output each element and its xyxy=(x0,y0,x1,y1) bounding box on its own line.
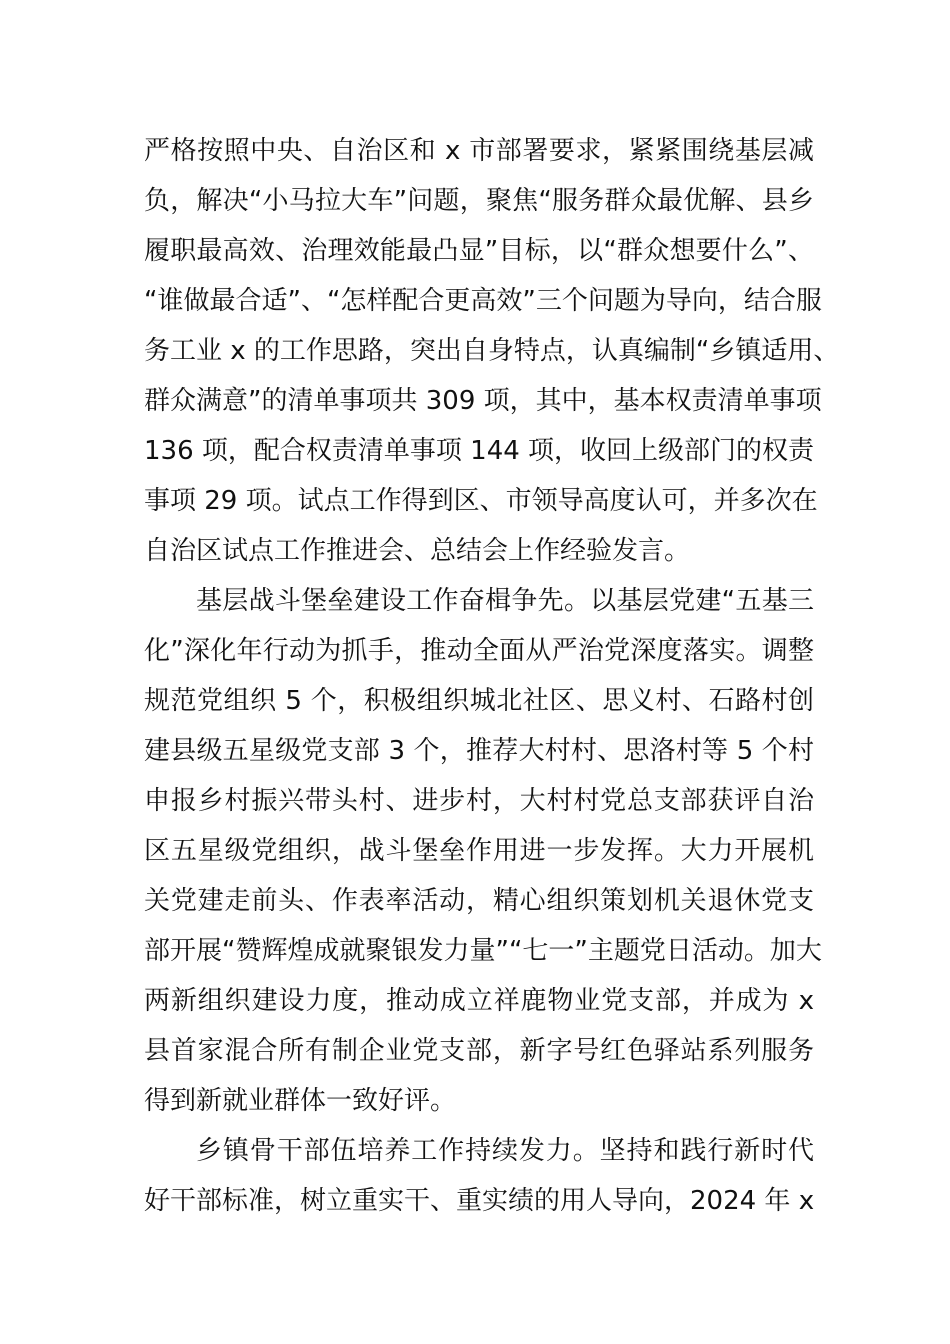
paragraph-1-line-2: 负，解决“小马拉大车”问题，聚焦“服务群众最优解、县乡 xyxy=(144,186,814,216)
paragraph-2-line-6: 区五星级党组织，战斗堡垒作用进一步发挥。大力开展机 xyxy=(144,836,814,866)
paragraph-2-line-3: 规范党组织 5 个，积极组织城北社区、思义村、石路村创 xyxy=(144,686,814,716)
paragraph-1-line-3: 履职最高效、治理效能最凸显”目标，以“群众想要什么”、 xyxy=(144,236,814,266)
paragraph-1-line-1: 严格按照中央、自治区和 x 市部署要求，紧紧围绕基层减 xyxy=(144,136,814,166)
paragraph-2-line-4: 建县级五星级党支部 3 个，推荐大村村、思洛村等 5 个村 xyxy=(144,736,814,766)
document-body xyxy=(144,126,840,1226)
paragraph-2-line-1: 基层战斗堡垒建设工作奋楫争先。以基层党建“五基三 xyxy=(196,586,814,616)
paragraph-2-line-10: 县首家混合所有制企业党支部，新字号红色驿站系列服务 xyxy=(144,1036,814,1066)
paragraph-2-line-5: 申报乡村振兴带头村、进步村，大村村党总支部获评自治 xyxy=(144,786,814,816)
paragraph-1-line-8: 事项 29 项。试点工作得到区、市领导高度认可，并多次在 xyxy=(144,486,818,516)
paragraph-2-line-11: 得到新就业群体一致好评。 xyxy=(144,1086,457,1116)
paragraph-3-line-2: 好干部标准，树立重实干、重实绩的用人导向，2024 年 x xyxy=(144,1186,815,1216)
paragraph-2-line-9: 两新组织建设力度，推动成立祥鹿物业党支部，并成为 x xyxy=(144,986,814,1016)
paragraph-2-line-7: 关党建走前头、作表率活动，精心组织策划机关退休党支 xyxy=(144,886,814,916)
paragraph-1-line-9: 自治区试点工作推进会、总结会上作经验发言。 xyxy=(144,536,691,566)
paragraph-1-line-7: 136 项，配合权责清单事项 144 项，收回上级部门的权责 xyxy=(144,436,815,466)
paragraph-1-line-6: 群众满意”的清单事项共 309 项，其中，基本权责清单事项 xyxy=(144,386,822,416)
paragraph-1-line-4: “谁做最合适”、“怎样配合更高效”三个问题为导向，结合服 xyxy=(144,286,822,316)
paragraph-2-line-8: 部开展“赞辉煌成就聚银发力量”“七一”主题党日活动。加大 xyxy=(144,936,822,966)
paragraph-3-line-1: 乡镇骨干部伍培养工作持续发力。坚持和践行新时代 xyxy=(196,1136,814,1166)
paragraph-2-line-2: 化”深化年行动为抓手，推动全面从严治党深度落实。调整 xyxy=(144,636,814,666)
paragraph-1-line-5: 务工业 x 的工作思路，突出自身特点，认真编制“乡镇适用、 xyxy=(144,336,840,366)
